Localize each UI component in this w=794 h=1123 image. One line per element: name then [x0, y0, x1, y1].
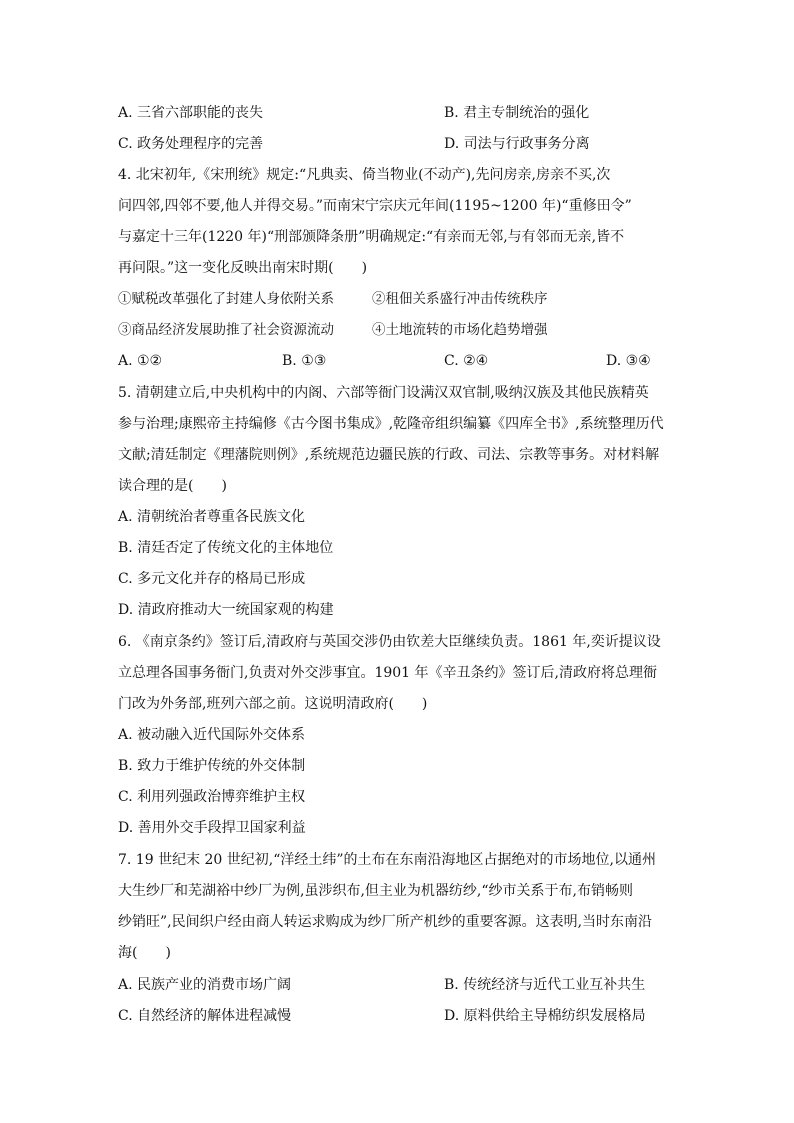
q6-stem-line-1: 6. 《南京条约》签订后,清政府与英国交涉仍由钦差大臣继续负责。1861 年,奕䜣提议设 — [118, 634, 661, 650]
q5-option-a: A. 清朝统治者尊重各民族文化 — [118, 509, 306, 525]
q7-stem-line-1: 7. 19 世纪末 20 世纪初,“洋经土纬”的土布在东南沿海地区占据绝对的市场地位,以通州 — [118, 852, 656, 868]
q4-item-3: ③商品经济发展助推了社会资源流动 — [118, 322, 334, 338]
q5-stem-line-4: 读合理的是( ) — [118, 478, 227, 494]
q7-stem-line-3: 纱销旺”,民间织户经由商人转运求购成为纱厂所产机纱的重要客源。这表明,当时东南沿 — [118, 914, 653, 930]
q4-stem-line-2: 问四邻,四邻不要,他人并得交易。”而南宋宁宗庆元年间(1195~1200 年)“重修田令” — [118, 198, 632, 214]
q6-stem-line-3: 门改为外务部,班列六部之前。这说明清政府( ) — [118, 696, 428, 712]
q4-stem-line-4: 再问限。”这一变化反映出南宋时期( ) — [118, 260, 368, 276]
q4-item-4: ④土地流转的市场化趋势增强 — [372, 322, 548, 338]
q5-stem-line-3: 文献;清廷制定《理藩院则例》,系统规范边疆民族的行政、司法、宗教等事务。对材料解 — [118, 447, 660, 463]
q5-stem-line-1: 5. 清朝建立后,中央机构中的内阁、六部等衙门设满汉双官制,吸纳汉族及其他民族精英 — [118, 385, 649, 401]
q5-option-c: C. 多元文化并存的格局已形成 — [118, 571, 306, 587]
q6-option-c: C. 利用列强政治博弈维护主权 — [118, 789, 306, 805]
q3-option-a: A. 三省六部职能的丧失 — [118, 105, 264, 121]
q3-option-c: C. 政务处理程序的完善 — [118, 136, 264, 152]
q7-option-b: B. 传统经济与近代工业互补共生 — [444, 977, 646, 993]
q4-option-d: D. ③④ — [606, 353, 651, 369]
q4-stem-line-3: 与嘉定十三年(1220 年)“刑部颁降条册”明确规定:“有亲而无邻,与有邻而无亲,皆不 — [118, 229, 625, 245]
q7-stem-line-2: 大生纱厂和芜湖裕中纱厂为例,虽涉织布,但主业为机器纺纱,“纱市关系于布,布销畅则 — [118, 883, 633, 899]
q4-option-c: C. ②④ — [444, 353, 489, 369]
q7-option-a: A. 民族产业的消费市场广阔 — [118, 977, 292, 993]
q7-option-c: C. 自然经济的解体进程减慢 — [118, 1008, 292, 1024]
q7-option-d: D. 原料供给主导棉纺织发展格局 — [444, 1008, 646, 1024]
q5-option-b: B. 清廷否定了传统文化的主体地位 — [118, 540, 334, 556]
q5-stem-line-2: 参与治理;康熙帝主持编修《古今图书集成》,乾隆帝组织编纂《四库全书》,系统整理历代 — [118, 416, 664, 432]
q4-option-a: A. ①② — [118, 353, 163, 369]
q4-option-b: B. ①③ — [282, 353, 327, 369]
q6-option-d: D. 善用外交手段捍卫国家利益 — [118, 820, 306, 836]
q4-stem-line-1: 4. 北宋初年,《宋刑统》规定:“凡典卖、倚当物业(不动产),先问房亲,房亲不买,次 — [118, 167, 611, 183]
q4-item-2: ②租佃关系盛行冲击传统秩序 — [372, 291, 548, 307]
q6-option-a: A. 被动融入近代国际外交体系 — [118, 727, 306, 743]
q6-option-b: B. 致力于维护传统的外交体制 — [118, 758, 306, 774]
q7-stem-line-4: 海( ) — [118, 945, 171, 961]
q6-stem-line-2: 立总理各国事务衙门,负责对外交涉事宜。1901 年《辛丑条约》签订后,清政府将总理衙 — [118, 665, 657, 681]
q5-option-d: D. 清政府推动大一统国家观的构建 — [118, 602, 334, 618]
q4-item-1: ①赋税改革强化了封建人身依附关系 — [118, 291, 334, 307]
q3-option-b: B. 君主专制统治的强化 — [444, 105, 590, 121]
q3-option-d: D. 司法与行政事务分离 — [444, 136, 590, 152]
